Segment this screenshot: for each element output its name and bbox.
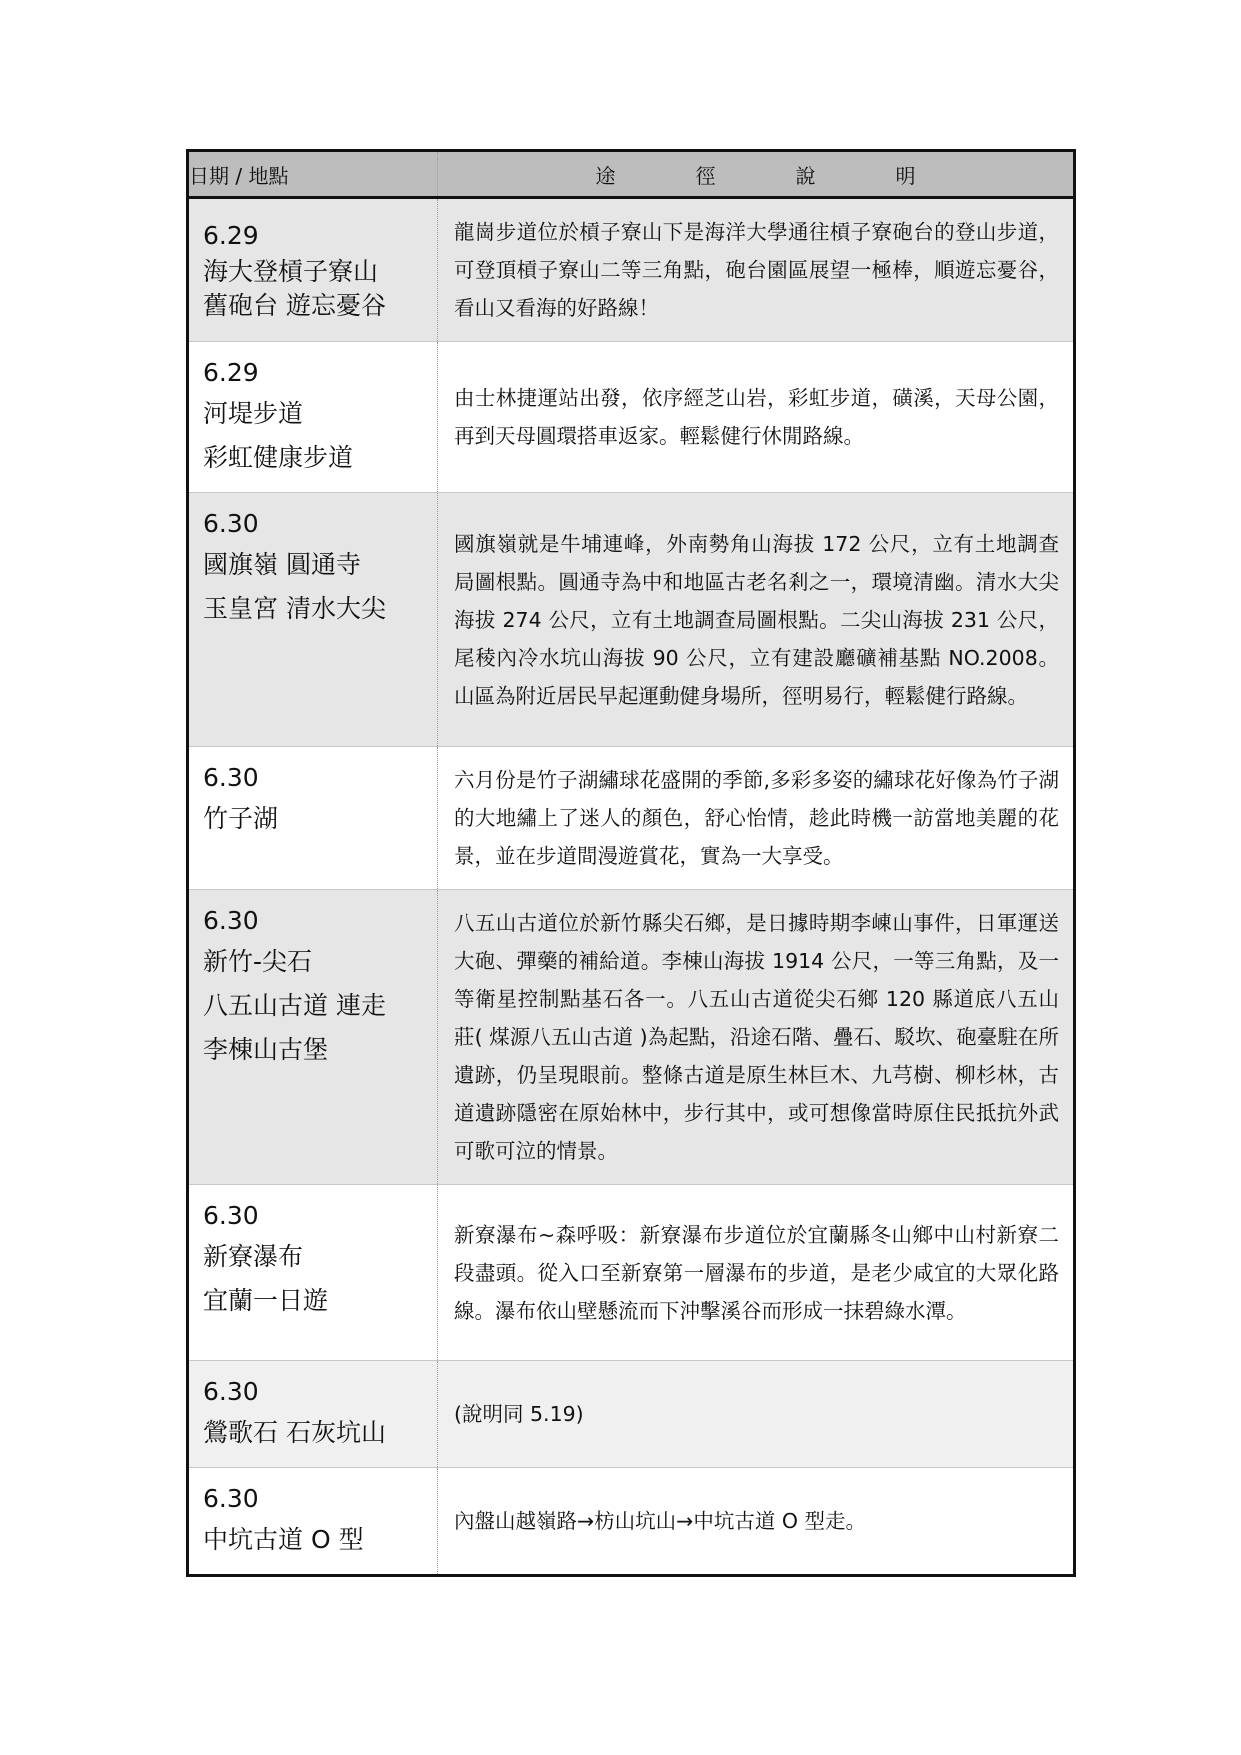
header-char: 說: [795, 163, 816, 188]
location-name: 中坑古道 O 型: [203, 1525, 364, 1554]
row-date: 6.30: [203, 1201, 259, 1230]
location-cell: [188, 1185, 438, 1361]
header-route-description: [438, 151, 1075, 198]
description-cell: (說明同 5.19): [438, 1361, 1075, 1468]
location-name: 舊砲台 遊忘憂谷: [203, 291, 386, 320]
location-name: 新竹-尖石: [203, 947, 313, 976]
table-row: [188, 747, 1075, 890]
table-row: [188, 493, 1075, 747]
location-name: 河堤步道: [203, 399, 304, 428]
table-row: [188, 890, 1075, 1185]
location-cell: [188, 1361, 438, 1468]
table-header: [188, 151, 1075, 198]
location-name: 李棟山古堡: [203, 1035, 329, 1064]
table-row: [188, 198, 1075, 342]
description-cell: 國旗嶺就是牛埔連峰，外南勢角山海拔 172 公尺，立有土地調查局圖根點。圓通寺為中和地區古老名剎之一，環境清幽。清水大尖海拔 274 公尺，立有土地調查局圖根點。二尖山海拔 231 公尺，尾稜內冷水坑山海拔 90 公尺，立有建設廳礦補基點 NO.2008。山區為附近居民早起運動健身場所，徑明易行，輕鬆健行路線。: [438, 493, 1075, 747]
table-row: [188, 1468, 1075, 1576]
location-name: 國旗嶺 圓通寺: [203, 550, 361, 579]
location-cell: [188, 747, 438, 890]
table-row: [188, 1185, 1075, 1361]
route-table: [186, 149, 1076, 1577]
location-name: 彩虹健康步道: [203, 443, 354, 472]
description-cell: 新寮瀑布~森呼吸：新寮瀑布步道位於宜蘭縣冬山鄉中山村新寮二段盡頭。從入口至新寮第一層瀑布的步道，是老少咸宜的大眾化路線。瀑布依山壁懸流而下沖擊溪谷而形成一抹碧綠水潭。: [438, 1185, 1075, 1361]
table-row: [188, 1361, 1075, 1468]
location-name: 鶯歌石 石灰坑山: [203, 1418, 386, 1447]
description-cell: 八五山古道位於新竹縣尖石鄉，是日據時期李崠山事件，日軍運送大砲、彈藥的補給道。李棟山海拔 1914 公尺，一等三角點，及一等衛星控制點基石各一。八五山古道從尖石鄉 120 縣道底八五山莊( 煤源八五山古道 )為起點，沿途石階、疊石、駁坎、砲臺駐在所遺跡，仍呈現眼前。整條古道是原生林巨木、九芎樹、柳杉林，古道遺跡隱密在原始林中，步行其中，或可想像當時原住民抵抗外武可歌可泣的情景。: [438, 890, 1075, 1185]
description-cell: 六月份是竹子湖繡球花盛開的季節,多彩多姿的繡球花好像為竹子湖的大地繡上了迷人的顏色，舒心怡情，趁此時機一訪當地美麗的花景，並在步道間漫遊賞花，實為一大享受。: [438, 747, 1075, 890]
row-date: 6.30: [203, 1484, 259, 1513]
location-name: 八五山古道 連走: [203, 991, 386, 1020]
location-cell: [188, 890, 438, 1185]
location-name: 新寮瀑布: [203, 1242, 304, 1271]
row-date: 6.30: [203, 906, 259, 935]
row-date: 6.30: [203, 1377, 259, 1406]
location-name: 玉皇宮 清水大尖: [203, 594, 386, 623]
table-row: [188, 342, 1075, 493]
row-date: 6.30: [203, 509, 259, 538]
location-cell: [188, 1468, 438, 1576]
row-date: 6.29: [203, 358, 259, 387]
description-cell: 內盤山越嶺路→枋山坑山→中坑古道 O 型走。: [438, 1468, 1075, 1576]
row-date: 6.29: [203, 221, 259, 250]
location-cell: [188, 342, 438, 493]
location-name: 竹子湖: [203, 804, 279, 833]
location-cell: [188, 198, 438, 342]
location-name: 海大登槓子寮山: [203, 257, 379, 286]
header-date-location: 日期 / 地點: [188, 151, 438, 198]
header-char: 明: [895, 163, 916, 188]
description-cell: 由士林捷運站出發，依序經芝山岩，彩虹步道，磺溪，天母公園，再到天母圓環搭車返家。輕鬆健行休閒路線。: [438, 342, 1075, 493]
header-char: 徑: [695, 163, 716, 188]
header-char: 途: [595, 163, 616, 188]
location-cell: [188, 493, 438, 747]
row-date: 6.30: [203, 763, 259, 792]
description-cell: 龍崗步道位於槓子寮山下是海洋大學通往槓子寮砲台的登山步道，可登頂槓子寮山二等三角點，砲台園區展望一極棒，順遊忘憂谷，看山又看海的好路線！: [438, 198, 1075, 342]
location-name: 宜蘭一日遊: [203, 1286, 329, 1315]
